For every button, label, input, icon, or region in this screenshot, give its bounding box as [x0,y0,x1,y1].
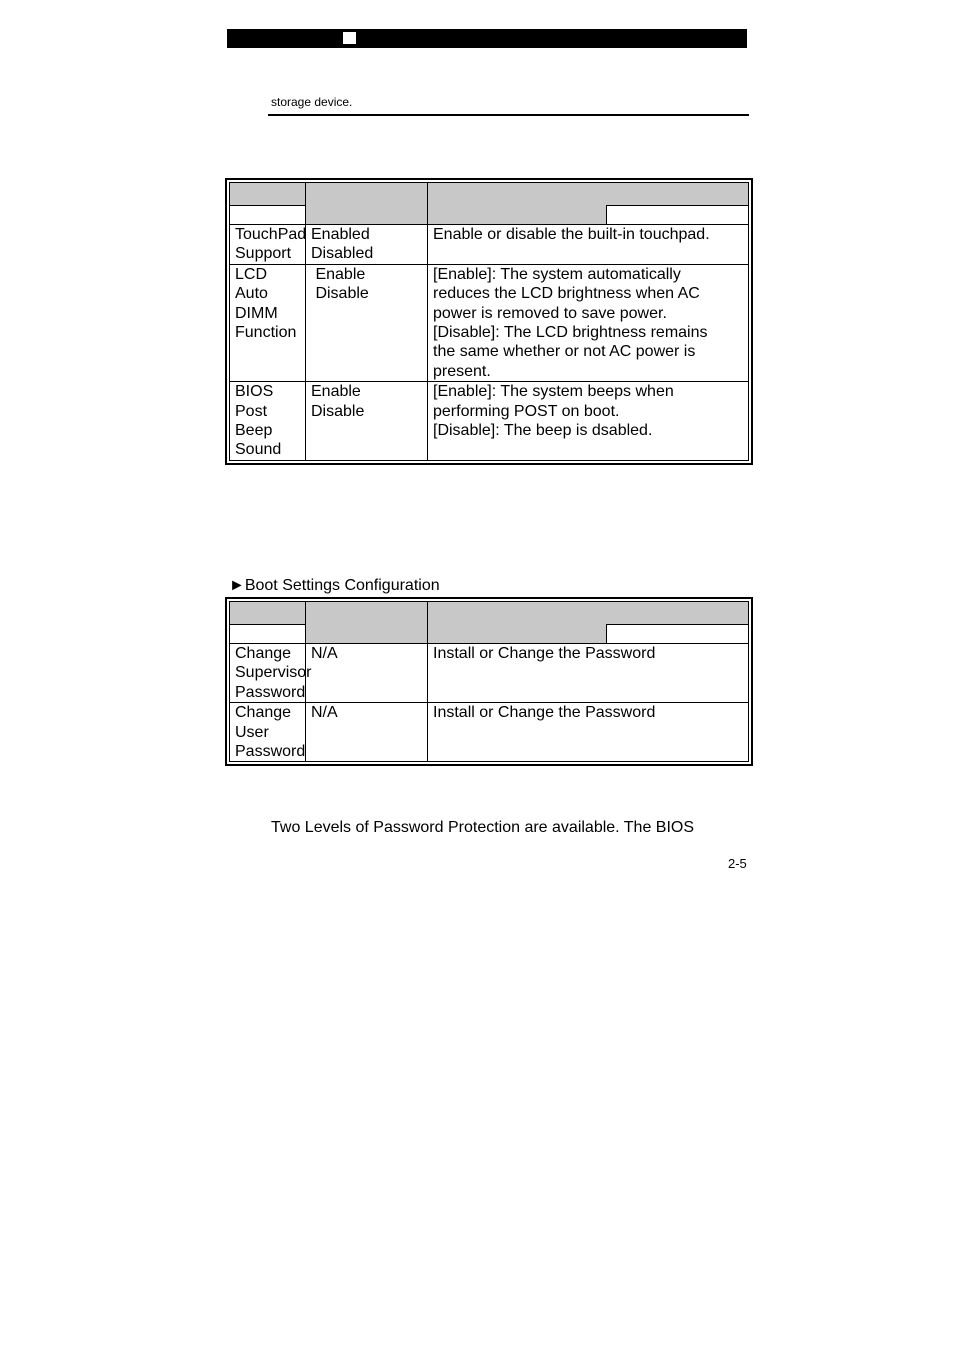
settings-table-1 [225,178,753,465]
header-cell-item [230,183,306,225]
item-cell: BIOS Post Beep Sound [230,382,306,461]
table-header-row [230,602,749,644]
description-cell: Install or Change the Password [428,703,749,762]
description-cell: [Enable]: The system beeps when performing POST on boot. [Disable]: The beep is dsabled. [428,382,749,461]
options-cell: Enabled Disabled [306,225,428,265]
item-cell: Change Supervisor Password [230,644,306,703]
options-cell: Enable Disable [306,264,428,381]
settings-table-2 [225,597,753,766]
description-cell: Enable or disable the built-in touchpad. [428,225,749,265]
options-cell: Enable Disable [306,382,428,461]
body-paragraph: Two Levels of Password Protection are available. The BIOS [271,819,695,836]
description-cell: Install or Change the Password [428,644,749,703]
horizontal-rule [268,114,749,116]
table-row [230,703,749,762]
table-row [230,225,749,265]
intro-text: storage device. [271,95,353,109]
header-cell-description [428,183,749,225]
header-cell-options [306,602,428,644]
table-row [230,382,749,461]
header-cell-options [306,183,428,225]
section-title: ►Boot Settings Configuration [229,577,440,594]
header-cell-item [230,602,306,644]
header-bar [227,29,747,48]
header-cell-description [428,602,749,644]
table-row [230,264,749,381]
options-cell: N/A [306,703,428,762]
description-cell: [Enable]: The system automatically reduces the LCD brightness when AC power is removed to save power. [Disable]: The LCD brightness remains the same whether or not AC power is present. [428,264,749,381]
table-row [230,644,749,703]
item-cell: LCD Auto DIMM Function [230,264,306,381]
table-header-row [230,183,749,225]
page-number: 2-5 [728,856,747,871]
options-cell: N/A [306,644,428,703]
item-cell: TouchPad Support [230,225,306,265]
item-cell: Change User Password [230,703,306,762]
header-square-icon [343,32,356,44]
